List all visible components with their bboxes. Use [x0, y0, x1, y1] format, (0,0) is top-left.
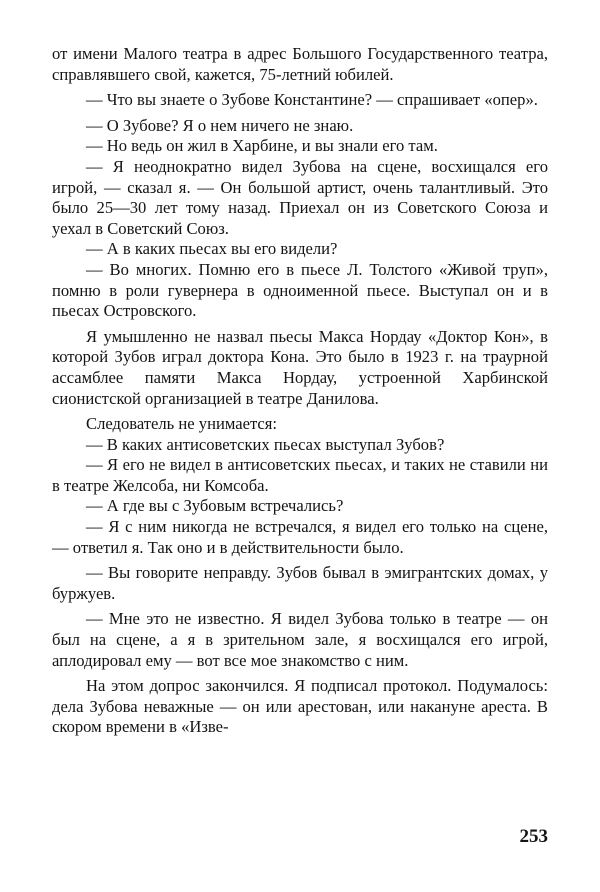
paragraph-dialogue: — Я неоднократно видел Зубова на сцене, восхищался его игрой, — сказал я. — Он большой артист, очень талантливый. Это было 25—30 лет тому назад. Приехал он из Советского Союза и уехал в Советский Союз. — [52, 156, 548, 238]
paragraph-narrative: Я умышленно не назвал пьесы Макса Нордау «Доктор Кон», в которой Зубов играл доктора Кона. Это было в 1923 г. на траурной ассамблее памяти Макса Нордау, устроенной Харбинской сионистской организацией в театре Данилова. — [52, 326, 548, 408]
paragraph-dialogue: — Что вы знаете о Зубове Константине? — спрашивает «опер». — [86, 90, 538, 110]
paragraph-dialogue: — Вы говорите неправду. Зубов бывал в эмигрантских домах, у буржуев. — [52, 563, 548, 603]
paragraph-dialogue: — Во многих. Помню его в пьесе Л. Толстого «Живой труп», помню в роли гувернера в одноименной пьесе. Выступал он и в пьесах Островского. — [52, 259, 548, 321]
paragraph-dialogue: — Мне это не известно. Я видел Зубова только в театре — он был на сцене, а я в зрительном зале, я восхищался его игрой, аплодировал ему — вот все мое знакомство с ним. — [52, 609, 548, 670]
paragraph-narrative: На этом допрос закончился. Я подписал протокол. Подумалось: дела Зубова неважные — он или арестован, или накануне ареста. В скором времени в «Изве- — [52, 676, 548, 737]
paragraph-dialogue: — Я с ним никогда не встречался, я видел его только на сцене, — ответил я. Так оно и в действительности было. — [52, 517, 548, 557]
paragraph-dialogue: — О Зубове? Я о нем ничего не знаю. — [86, 115, 354, 135]
paragraph-narrative: Следователь не унимается: — [86, 414, 278, 434]
paragraph-continuation: от имени Малого театра в адрес Большого Государственного театра, справлявшего свой, кажется, 75-летний юбилей. — [52, 44, 548, 84]
paragraph-dialogue: — А где вы с Зубовым встречались? — [86, 496, 344, 516]
page-number: 253 — [519, 826, 548, 847]
paragraph-dialogue: — В каких антисоветских пьесах выступал Зубов? — [86, 434, 445, 454]
paragraph-dialogue: — Но ведь он жил в Харбине, и вы знали его там. — [86, 136, 438, 156]
paragraph-dialogue: — А в каких пьесах вы его видели? — [86, 239, 338, 259]
paragraph-dialogue: — Я его не видел в антисоветских пьесах, и таких не ставили ни в театре Желсоба, ни Комсоба. — [52, 455, 548, 495]
body-text — [52, 44, 548, 738]
